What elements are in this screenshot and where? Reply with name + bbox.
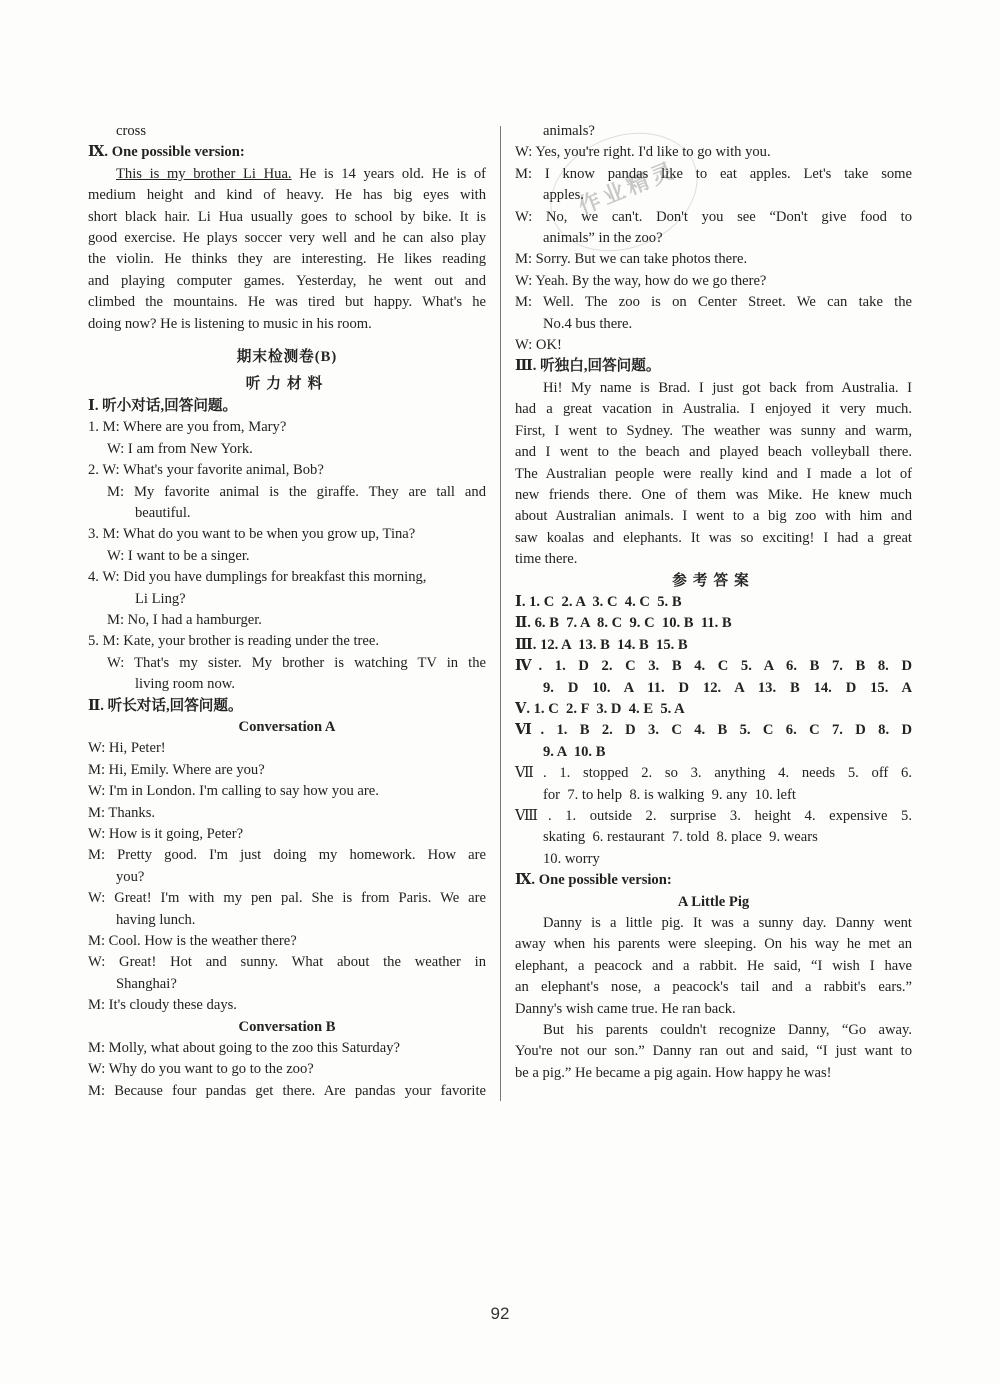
answer-line: Ⅳ. 1. D 2. C 3. B 4. C 5. A 6. B 7. B 8. D: [515, 658, 912, 675]
essay-line: short black hair. Li Hua usually goes to school by bike. It is: [88, 208, 486, 225]
conv-line: W: No, we can't. Don't you see “Don't give food to: [515, 208, 912, 225]
watermark-stamp: 作业精灵: [533, 112, 716, 273]
monologue-line: First, I went to Sydney. The weather was sunny and warm,: [515, 422, 912, 439]
story-line: Danny is a little pig. It was a sunny day. Danny went: [543, 915, 912, 932]
story-line: But his parents couldn't recognize Danny, “Go away.: [543, 1022, 912, 1039]
essay-text: He is 14 years old. He is of: [291, 165, 486, 182]
essay-line: climbed the mountains. He was tired but happy. What's he: [88, 294, 486, 311]
conversation-a-title: Conversation A: [238, 718, 336, 735]
conv-line: M: Molly, what about going to the zoo this Saturday?: [88, 1040, 400, 1057]
conv-line: Shanghai?: [116, 975, 177, 992]
dialog-text: What do you want to be when you grow up, Tina?: [123, 526, 416, 543]
conv-line: animals?: [543, 123, 595, 139]
conv-line: No.4 bus there.: [543, 315, 633, 332]
conv-line: apples.: [543, 187, 584, 204]
left-column: [88, 121, 486, 1102]
conv-line: M: Pretty good. I'm just doing my homework. How are: [88, 847, 486, 864]
monologue-line: Hi! My name is Brad. I just got back from Australia. I: [543, 379, 912, 396]
dialog-number: 2. W:: [88, 462, 120, 479]
essay-line: good exercise. He plays soccer very well and he can also play: [88, 230, 486, 247]
answer-line: skating 6. restaurant 7. told 8. place 9. wears: [543, 829, 818, 846]
dialog-line: [88, 631, 486, 652]
conversation-b-title: Conversation B: [238, 1018, 336, 1035]
dialog-number: 3. M:: [88, 526, 120, 543]
section-i-label: Ⅰ. 听小对话,回答问题。: [88, 397, 238, 414]
answers-title: 参考答案: [672, 572, 755, 589]
monologue-line: had a great vacation in Australia. I enjoyed it very much.: [515, 401, 912, 418]
exam-title: 期末检测卷(B): [236, 349, 338, 366]
conv-line: W: Great! I'm with my pen pal. She is from Paris. We are: [88, 890, 486, 907]
answer-line: Ⅴ. 1. C 2. F 3. D 4. E 5. A: [515, 700, 685, 717]
dialog-number: 5. M:: [88, 633, 120, 650]
section-ix-label: Ⅸ. One possible version:: [515, 872, 672, 889]
conv-line: having lunch.: [116, 911, 196, 928]
conv-line: W: Yes, you're right. I'd like to go with you.: [515, 144, 771, 161]
essay-underlined: This is my brother Li Hua.: [116, 165, 292, 182]
answer-line: 10. worry: [543, 850, 600, 867]
dialog-text: What's your favorite animal, Bob?: [123, 462, 324, 479]
essay-line: and playing computer games. Yesterday, he went out and: [88, 272, 486, 289]
section-iii-label: Ⅲ. 听独白,回答问题。: [515, 358, 661, 375]
story-title: A Little Pig: [677, 893, 750, 910]
monologue-line: new friends there. One of them was Mike. He knew much: [515, 486, 912, 503]
essay-line: [88, 164, 486, 185]
column-divider: [500, 126, 501, 1101]
dialog-line: [88, 460, 486, 481]
conv-line: W: OK!: [515, 337, 562, 354]
dialog-text: Where are you from, Mary?: [123, 419, 287, 436]
dialog-line: W: I am from New York.: [107, 440, 253, 457]
right-column: [515, 121, 912, 1084]
monologue-line: and I went to the beach and played beach volleyball there.: [515, 444, 912, 461]
answer-line: 9. D 10. A 11. D 12. A 13. B 14. D 15. A: [543, 679, 912, 696]
answer-line: 9. A 10. B: [543, 743, 606, 760]
conv-line: M: I know pandas like to eat apples. Let's take some: [515, 165, 912, 182]
dialog-line: [88, 417, 486, 438]
dialog-line: M: No, I had a hamburger.: [107, 611, 262, 628]
listening-title: 听力材料: [245, 376, 329, 393]
cross-word: cross: [116, 123, 146, 139]
dialog-line: W: That's my sister. My brother is watching TV in the: [107, 654, 486, 671]
conv-line: M: Well. The zoo is on Center Street. We can take the: [515, 294, 912, 311]
monologue-line: about Australian animals. I went to a big zoo with him and: [515, 508, 912, 525]
answer-line: Ⅶ. 1. stopped 2. so 3. anything 4. needs 5. off 6.: [515, 765, 912, 782]
dialog-line: M: My favorite animal is the giraffe. They are tall and: [107, 483, 486, 500]
monologue-line: time there.: [515, 551, 578, 568]
dialog-number: 1. M:: [88, 419, 120, 436]
answer-line: Ⅰ. 1. C 2. A 3. C 4. C 5. B: [515, 593, 682, 610]
dialog-text: Kate, your brother is reading under the tree.: [123, 633, 379, 650]
conv-line: W: Great! Hot and sunny. What about the weather in: [88, 954, 486, 971]
essay-line: medium height and kind of heavy. He has big eyes with: [88, 187, 486, 204]
section-ix-label: Ⅸ. One possible version:: [88, 144, 245, 161]
story-line: away when his parents were sleeping. On his way he met an: [515, 936, 912, 953]
dialog-number: 4. W:: [88, 569, 120, 586]
essay-line: doing now? He is listening to music in his room.: [88, 315, 372, 332]
answer-line: Ⅲ. 12. A 13. B 14. B 15. B: [515, 636, 688, 653]
conv-line: W: Hi, Peter!: [88, 740, 166, 757]
section-ii-label: Ⅱ. 听长对话,回答问题。: [88, 697, 243, 714]
story-line: You're not our son.” Danny ran out and said, “I just want to: [515, 1043, 912, 1060]
conv-line: W: Why do you want to go to the zoo?: [88, 1061, 314, 1078]
dialog-line: [88, 524, 486, 545]
conv-line: you?: [116, 868, 145, 885]
page-number: 92: [490, 1304, 510, 1323]
conv-line: W: Yeah. By the way, how do we go there?: [515, 272, 767, 289]
story-line: an elephant's nose, a peacock's tail and a rabbit's ears.”: [515, 979, 912, 996]
conv-line: M: Hi, Emily. Where are you?: [88, 761, 265, 778]
conv-line: M: Cool. How is the weather there?: [88, 933, 297, 950]
conv-line: M: Because four pandas get there. Are pandas your favorite: [88, 1082, 486, 1099]
conv-line: W: How is it going, Peter?: [88, 826, 244, 842]
answer-line: Ⅱ. 6. B 7. A 8. C 9. C 10. B 11. B: [515, 615, 732, 632]
dialog-line: Li Ling?: [135, 590, 186, 607]
dialog-line: [88, 567, 486, 588]
monologue-line: saw koalas and elephants. It was so exciting! I had a great: [515, 529, 912, 546]
answer-line: Ⅷ. 1. outside 2. surprise 3. height 4. expensive 5.: [515, 808, 912, 824]
conv-line: W: I'm in London. I'm calling to say how you are.: [88, 783, 379, 800]
dialog-text: Did you have dumplings for breakfast this morning,: [123, 569, 427, 586]
monologue-line: The Australian people were really kind and I made a lot of: [515, 465, 912, 482]
story-line: be a pig.” He became a pig again. How happy he was!: [515, 1064, 832, 1081]
essay-line: the violin. He thinks they are interesting. He likes reading: [88, 251, 486, 268]
answer-line: for 7. to help 8. is walking 9. any 10. left: [543, 786, 796, 803]
conv-line: M: Sorry. But we can take photos there.: [515, 251, 748, 268]
dialog-line: living room now.: [135, 676, 235, 693]
story-line: elephant, a peacock and a rabbit. He said, “I wish I have: [515, 957, 912, 974]
conv-line: M: It's cloudy these days.: [88, 997, 237, 1014]
dialog-line: beautiful.: [135, 504, 191, 521]
answer-line: Ⅵ. 1. B 2. D 3. C 4. B 5. C 6. C 7. D 8. D: [515, 722, 912, 739]
conv-line: animals” in the zoo?: [543, 230, 663, 247]
dialog-line: W: I want to be a singer.: [107, 547, 250, 564]
story-line: Danny's wish came true. He ran back.: [515, 1000, 736, 1017]
conv-line: M: Thanks.: [88, 804, 156, 821]
